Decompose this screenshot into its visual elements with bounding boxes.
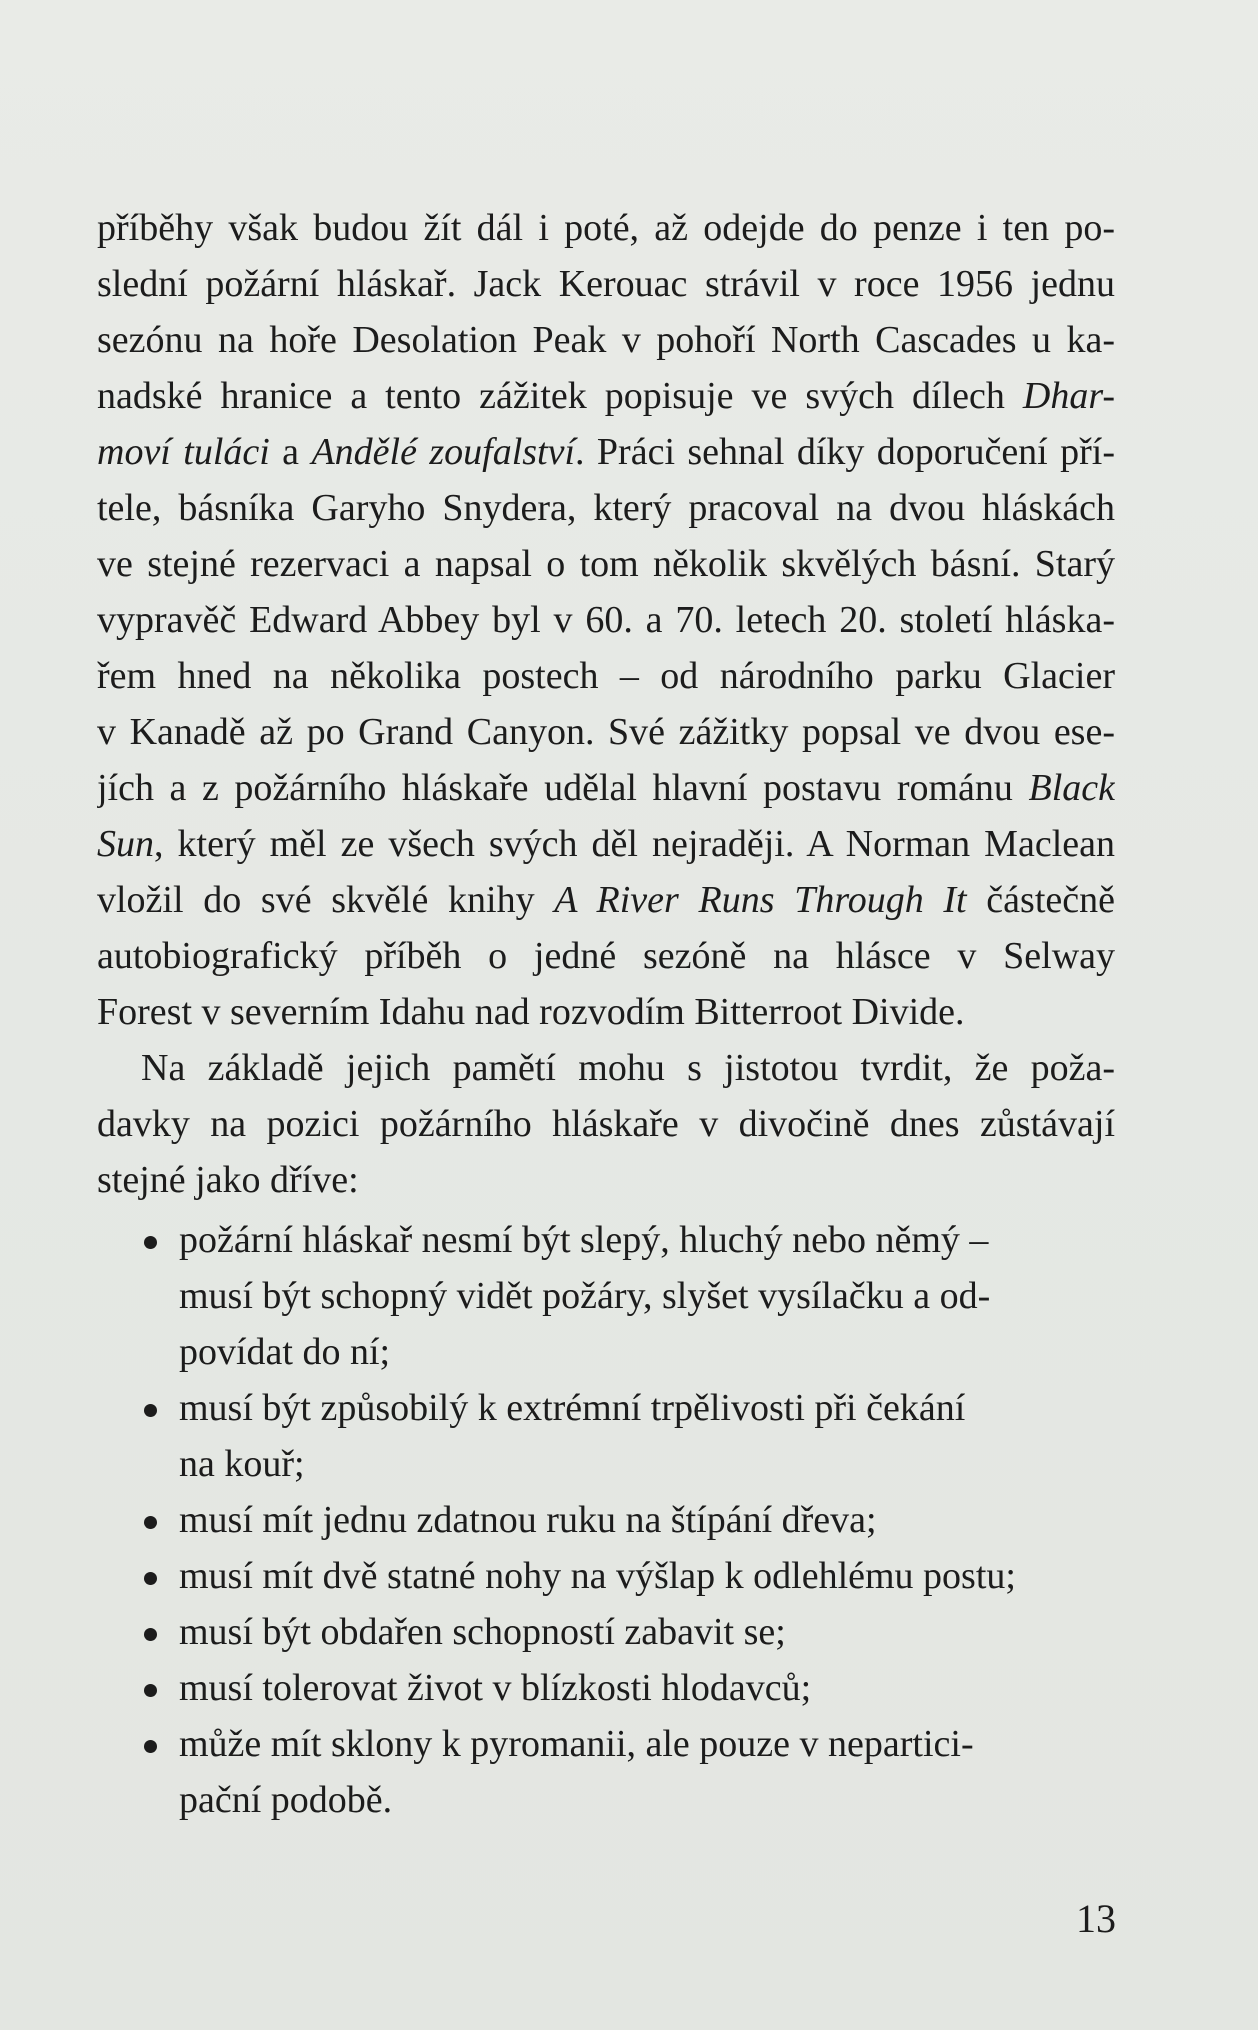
- bullet-icon: [144, 1628, 157, 1641]
- text-line: [97, 760, 1115, 816]
- text-line: autobiografický příběh o jedné sezóně na hlásce v Selway: [97, 935, 1115, 977]
- text-line: [97, 368, 1115, 424]
- requirements-list: [97, 1212, 1115, 1828]
- list-item: [97, 1716, 1115, 1828]
- text-line: vypravěč Edward Abbey byl v 60. a 70. letech 20. století hláska-: [97, 599, 1115, 641]
- bullet-icon: [144, 1684, 157, 1697]
- text-line: požární hláskař nesmí být slepý, hluchý nebo němý –: [179, 1219, 989, 1261]
- list-item: [97, 1548, 1115, 1604]
- bullet-icon: [144, 1516, 157, 1529]
- text-line: může mít sklony k pyromanii, ale pouze v nepartici-: [179, 1723, 974, 1765]
- body-text: [97, 200, 1115, 1208]
- text-line: musí být obdařen schopností zabavit se;: [179, 1611, 786, 1653]
- text-segment: vložil do své skvělé knihy: [97, 879, 555, 921]
- book-title-italic: moví tuláci: [97, 431, 270, 473]
- text-segment: částečně: [966, 879, 1115, 921]
- text-line: [97, 872, 1115, 928]
- list-item: [97, 1604, 1115, 1660]
- text-segment: jích a z požárního hláskaře udělal hlavní postavu románu: [97, 767, 1029, 809]
- list-item: [97, 1660, 1115, 1716]
- text-line: slední požární hláskař. Jack Kerouac strávil v roce 1956 jednu: [97, 263, 1115, 305]
- bullet-icon: [144, 1404, 157, 1417]
- text-line: musí mít dvě statné nohy na výšlap k odlehlému postu;: [179, 1555, 1016, 1597]
- text-line: davky na pozici požárního hláskaře v divočině dnes zůstávají: [97, 1103, 1115, 1145]
- text-line: pační podobě.: [179, 1779, 393, 1821]
- book-title-italic: A River Runs Through It: [554, 879, 967, 921]
- text-line: [97, 816, 1115, 872]
- text-line: [97, 424, 1115, 480]
- book-title-italic: Andělé zoufalství: [311, 431, 576, 473]
- text-line: sezónu na hoře Desolation Peak v pohoří North Cascades u ka-: [97, 319, 1115, 361]
- list-item: [97, 1212, 1115, 1380]
- list-item: [97, 1492, 1115, 1548]
- bullet-icon: [144, 1236, 157, 1249]
- bullet-icon: [144, 1740, 157, 1753]
- text-line: řem hned na několika postech – od národního parku Glacier: [97, 655, 1115, 697]
- text-line: stejné jako dříve:: [97, 1159, 359, 1201]
- text-line: Forest v severním Idahu nad rozvodím Bitterroot Divide.: [97, 991, 965, 1033]
- text-line: povídat do ní;: [179, 1331, 391, 1373]
- book-title-italic: Dhar-: [1022, 375, 1115, 417]
- text-line: na kouř;: [179, 1443, 305, 1485]
- text-line: musí být schopný vidět požáry, slyšet vysílačku a od-: [179, 1275, 991, 1317]
- text-segment: a: [269, 431, 312, 473]
- text-line: tele, básníka Garyho Snydera, který pracoval na dvou hláskách: [97, 487, 1115, 529]
- text-segment: . Práci sehnal díky doporučení pří-: [575, 431, 1115, 473]
- text-line: ve stejné rezervaci a napsal o tom několik skvělých básní. Starý: [97, 543, 1115, 585]
- text-segment: , který měl ze všech svých děl nejraději. A Norman Maclean: [154, 823, 1115, 865]
- bullet-icon: [144, 1572, 157, 1585]
- text-line: příběhy však budou žít dál i poté, až odejde do penze i ten po-: [97, 207, 1115, 249]
- book-title-italic: Black: [1028, 767, 1115, 809]
- page-number: 13: [1076, 1896, 1116, 1941]
- book-title-italic: Sun: [97, 823, 154, 865]
- text-line: v Kanadě až po Grand Canyon. Své zážitky popsal ve dvou ese-: [97, 711, 1115, 753]
- text-segment: nadské hranice a tento zážitek popisuje ve svých dílech: [97, 375, 1023, 417]
- list-item: [97, 1380, 1115, 1492]
- text-line: musí tolerovat život v blízkosti hlodavců;: [179, 1667, 812, 1709]
- text-line: musí mít jednu zdatnou ruku na štípání dřeva;: [179, 1499, 877, 1541]
- text-line: Na základě jejich pamětí mohu s jistotou tvrdit, že poža-: [141, 1047, 1115, 1089]
- text-line: musí být způsobilý k extrémní trpělivosti při čekání: [179, 1387, 966, 1429]
